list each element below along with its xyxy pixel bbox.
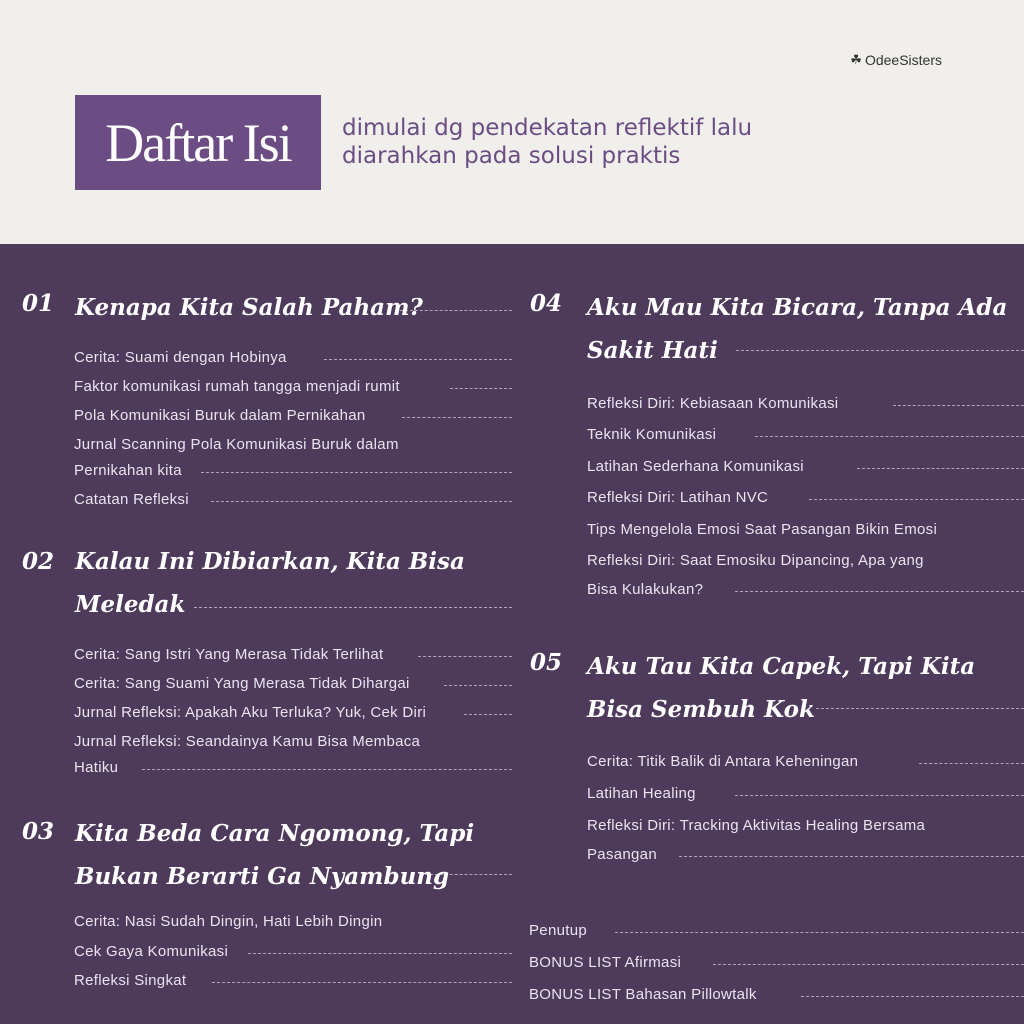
toc-item[interactable]: Refleksi Diri: Kebiasaan Komunikasi	[587, 395, 838, 412]
subtitle-line-1: dimulai dg pendekatan reflektif lalu	[342, 115, 753, 141]
section-03-heading[interactable]	[22, 812, 512, 898]
toc-item[interactable]: Hatiku	[74, 759, 118, 776]
section-number: 04	[530, 290, 563, 317]
toc-item[interactable]: Refleksi Diri: Saat Emosiku Dipancing, Apa yang	[587, 552, 924, 569]
toc-item[interactable]: Cerita: Suami dengan Hobinya	[74, 349, 287, 366]
section-number: 01	[22, 290, 55, 317]
toc-item-closing[interactable]: BONUS LIST Bahasan Pillowtalk	[529, 986, 757, 1003]
toc-item[interactable]: Cerita: Sang Suami Yang Merasa Tidak Dihargai	[74, 675, 410, 692]
section-05-heading[interactable]	[530, 645, 1024, 731]
section-04-heading[interactable]	[530, 286, 1024, 372]
toc-item[interactable]: Pola Komunikasi Buruk dalam Pernikahan	[74, 407, 366, 424]
toc-item-closing[interactable]: Penutup	[529, 922, 587, 939]
section-number: 05	[530, 649, 563, 676]
subtitle-line-2: diarahkan pada solusi praktis	[342, 143, 681, 169]
toc-item[interactable]: Bisa Kulakukan?	[587, 581, 703, 598]
toc-item[interactable]: Cek Gaya Komunikasi	[74, 943, 228, 960]
toc-item[interactable]: Catatan Refleksi	[74, 491, 189, 508]
toc-item[interactable]: Latihan Healing	[587, 785, 696, 802]
leader-dots	[736, 350, 1024, 351]
section-title: Aku Mau Kita Bicara, Tanpa Ada Sakit Hati	[587, 294, 1008, 364]
toc-item[interactable]: Refleksi Diri: Tracking Aktivitas Healing Bersama	[587, 817, 926, 834]
toc-item[interactable]: Latihan Sederhana Komunikasi	[587, 458, 804, 475]
header-panel	[0, 0, 1024, 244]
leader-dots	[420, 874, 512, 875]
toc-item[interactable]: Jurnal Scanning Pola Komunikasi Buruk dalam	[74, 436, 399, 453]
toc-item[interactable]: Jurnal Refleksi: Apakah Aku Terluka? Yuk, Cek Diri	[74, 704, 426, 721]
section-number: 02	[22, 548, 55, 575]
section-title: Kenapa Kita Salah Paham?	[75, 294, 423, 321]
section-title: Kalau Ini Dibiarkan, Kita Bisa Meledak	[75, 548, 465, 618]
toc-item-closing[interactable]: BONUS LIST Afirmasi	[529, 954, 681, 971]
section-02-heading[interactable]	[22, 540, 512, 626]
section-title: Kita Beda Cara Ngomong, Tapi Bukan Berarti Ga Nyambung	[75, 820, 475, 890]
leader-dots	[194, 607, 512, 608]
toc-item[interactable]: Cerita: Nasi Sudah Dingin, Hati Lebih Dingin	[74, 913, 383, 930]
section-01-heading[interactable]	[22, 286, 512, 331]
leader-dots	[400, 310, 512, 311]
toc-item[interactable]: Teknik Komunikasi	[587, 426, 716, 443]
toc-item[interactable]: Cerita: Titik Balik di Antara Keheningan	[587, 753, 858, 770]
toc-item[interactable]: Jurnal Refleksi: Seandainya Kamu Bisa Membaca	[74, 733, 421, 750]
toc-item[interactable]: Cerita: Sang Istri Yang Merasa Tidak Terlihat	[74, 646, 383, 663]
section-title: Aku Tau Kita Capek, Tapi Kita Bisa Sembuh Kok	[587, 653, 976, 723]
toc-item[interactable]: Faktor komunikasi rumah tangga menjadi rumit	[74, 378, 400, 395]
toc-item[interactable]: Tips Mengelola Emosi Saat Pasangan Bikin Emosi	[587, 521, 938, 538]
leader-dots	[816, 708, 1024, 709]
brand-logo	[850, 52, 942, 68]
brand-name: OdeeSisters	[864, 52, 942, 68]
toc-item[interactable]: Refleksi Diri: Latihan NVC	[587, 489, 768, 506]
section-number: 03	[22, 818, 55, 845]
toc-item[interactable]: Pasangan	[587, 846, 657, 863]
toc-item[interactable]: Refleksi Singkat	[74, 972, 186, 989]
page-title: Daftar Isi	[105, 112, 291, 173]
toc-item[interactable]: Pernikahan kita	[74, 462, 182, 479]
page-subtitle	[342, 114, 842, 170]
page-title-box	[75, 95, 321, 190]
clover-icon: ☘	[850, 52, 862, 67]
